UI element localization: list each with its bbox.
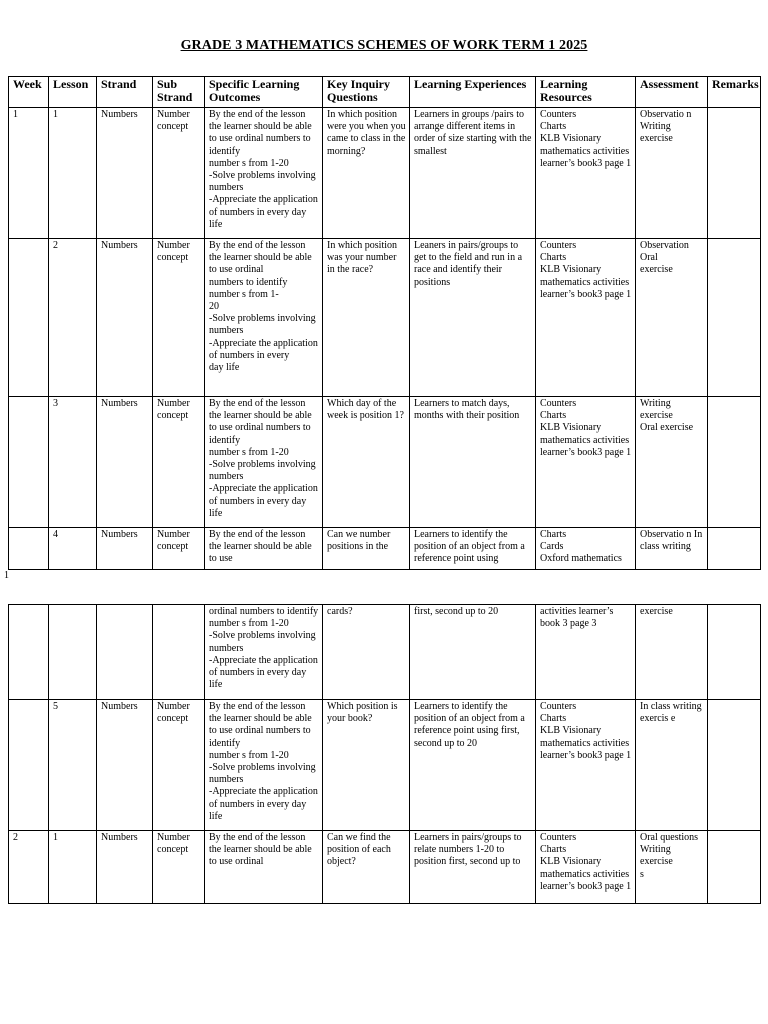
cell-assessment: Writing exercise Oral exercise (636, 397, 708, 528)
cell-week (9, 700, 49, 831)
cell-lesson: 1 (49, 831, 97, 904)
cell-sub-strand: Number concept (153, 108, 205, 239)
cell-experiences: first, second up to 20 (410, 605, 536, 700)
cell-questions: Can we find the position of each object? (323, 831, 410, 904)
cell-strand: Numbers (97, 831, 153, 904)
cell-experiences: Learners to identify the position of an object from a reference point using first, second up to 20 (410, 700, 536, 831)
table-row (9, 605, 761, 700)
cell-outcomes: By the end of the lesson the learner should be able to use ordinal numbers to identify number s from 1-20 -Solve problems involving numbers -Appreciate the application of numbers in every day life (205, 397, 323, 528)
cell-week (9, 397, 49, 528)
cell-remarks (708, 528, 761, 570)
cell-lesson: 4 (49, 528, 97, 570)
header-strand: Strand (97, 77, 153, 108)
cell-questions: Which day of the week is position 1? (323, 397, 410, 528)
cell-sub-strand: Number concept (153, 239, 205, 397)
cell-remarks (708, 108, 761, 239)
cell-assessment: Oral questions Writing exercise s (636, 831, 708, 904)
table-body-page-2 (9, 605, 761, 904)
cell-resources: Counters Charts KLB Visionary mathematics activities learner’s book3 page 1 (536, 831, 636, 904)
cell-sub-strand: Number concept (153, 700, 205, 831)
cell-strand: Numbers (97, 108, 153, 239)
document-title: GRADE 3 MATHEMATICS SCHEMES OF WORK TERM 1 2025 (180, 38, 588, 53)
header-lesson: Lesson (49, 77, 97, 108)
cell-outcomes: By the end of the lesson the learner should be able to use ordinal (205, 831, 323, 904)
cell-assessment: Observation Oral exercise (636, 239, 708, 397)
cell-sub-strand: Number concept (153, 831, 205, 904)
schemes-table-page-1 (8, 76, 761, 570)
cell-resources: Counters Charts KLB Visionary mathematics activities learner’s book3 page 1 (536, 108, 636, 239)
schemes-table-page-2 (8, 604, 761, 904)
header-week: Week (9, 77, 49, 108)
header-outcomes: Specific Learning Outcomes (205, 77, 323, 108)
cell-resources: Counters Charts KLB Visionary mathematics activities learner’s book3 page 1 (536, 397, 636, 528)
cell-outcomes: By the end of the lesson the learner should be able to use (205, 528, 323, 570)
cell-experiences: Learners in pairs/groups to relate numbers 1-20 to position first, second up to (410, 831, 536, 904)
cell-week: 1 (9, 108, 49, 239)
cell-lesson: 3 (49, 397, 97, 528)
table-row (9, 528, 761, 570)
header-experiences: Learning Experiences (410, 77, 536, 108)
cell-assessment: exercise (636, 605, 708, 700)
cell-lesson: 5 (49, 700, 97, 831)
cell-questions: cards? (323, 605, 410, 700)
cell-remarks (708, 605, 761, 700)
cell-strand: Numbers (97, 700, 153, 831)
cell-questions: Can we number positions in the (323, 528, 410, 570)
header-questions: Key Inquiry Questions (323, 77, 410, 108)
header-remarks: Remarks (708, 77, 761, 108)
cell-strand: Numbers (97, 239, 153, 397)
cell-remarks (708, 239, 761, 397)
cell-strand: Numbers (97, 528, 153, 570)
cell-outcomes: By the end of the lesson the learner should be able to use ordinal numbers to identify number s from 1- 20 -Solve problems involving numbers -Appreciate the application of numbers in every day life (205, 239, 323, 397)
cell-experiences: Learners in groups /pairs to arrange different items in order of size starting with the smallest (410, 108, 536, 239)
cell-lesson: 2 (49, 239, 97, 397)
cell-outcomes: By the end of the lesson the learner should be able to use ordinal numbers to identify number s from 1-20 -Solve problems involving numbers -Appreciate the application of numbers in every day life (205, 700, 323, 831)
cell-week (9, 528, 49, 570)
cell-week (9, 605, 49, 700)
cell-assessment: Observatio n In class writing (636, 528, 708, 570)
cell-questions: In which position were you when you came to class in the morning? (323, 108, 410, 239)
cell-questions: In which position was your number in the race? (323, 239, 410, 397)
header-sub-strand: Sub Strand (153, 77, 205, 108)
header-assessment: Assessment (636, 77, 708, 108)
cell-assessment: Observatio n Writing exercise (636, 108, 708, 239)
cell-assessment: In class writing exercis e (636, 700, 708, 831)
cell-lesson: 1 (49, 108, 97, 239)
cell-experiences: Learners to identify the position of an object from a reference point using (410, 528, 536, 570)
cell-sub-strand (153, 605, 205, 700)
cell-strand: Numbers (97, 397, 153, 528)
cell-sub-strand: Number concept (153, 528, 205, 570)
cell-questions: Which position is your book? (323, 700, 410, 831)
cell-strand (97, 605, 153, 700)
table-row (9, 108, 761, 239)
cell-week: 2 (9, 831, 49, 904)
cell-experiences: Learners to match days, months with their position (410, 397, 536, 528)
cell-outcomes: ordinal numbers to identify number s from 1-20 -Solve problems involving numbers -Appreciate the application of numbers in every day life (205, 605, 323, 700)
header-resources: Learning Resources (536, 77, 636, 108)
cell-resources: activities learner’s book 3 page 3 (536, 605, 636, 700)
table-row (9, 700, 761, 831)
table-body-page-1 (9, 108, 761, 570)
cell-outcomes: By the end of the lesson the learner should be able to use ordinal numbers to identify number s from 1-20 -Solve problems involving numbers -Appreciate the application of numbers in every day life (205, 108, 323, 239)
cell-resources: Charts Cards Oxford mathematics (536, 528, 636, 570)
table-row (9, 831, 761, 904)
cell-lesson (49, 605, 97, 700)
cell-sub-strand: Number concept (153, 397, 205, 528)
cell-remarks (708, 831, 761, 904)
page-number: 1 (4, 570, 9, 581)
cell-resources: Counters Charts KLB Visionary mathematics activities learner’s book3 page 1 (536, 700, 636, 831)
cell-week (9, 239, 49, 397)
cell-remarks (708, 397, 761, 528)
cell-experiences: Leaners in pairs/groups to get to the field and run in a race and identify their positions (410, 239, 536, 397)
cell-remarks (708, 700, 761, 831)
cell-resources: Counters Charts KLB Visionary mathematics activities learner’s book3 page 1 (536, 239, 636, 397)
table-row (9, 397, 761, 528)
table-row (9, 239, 761, 397)
